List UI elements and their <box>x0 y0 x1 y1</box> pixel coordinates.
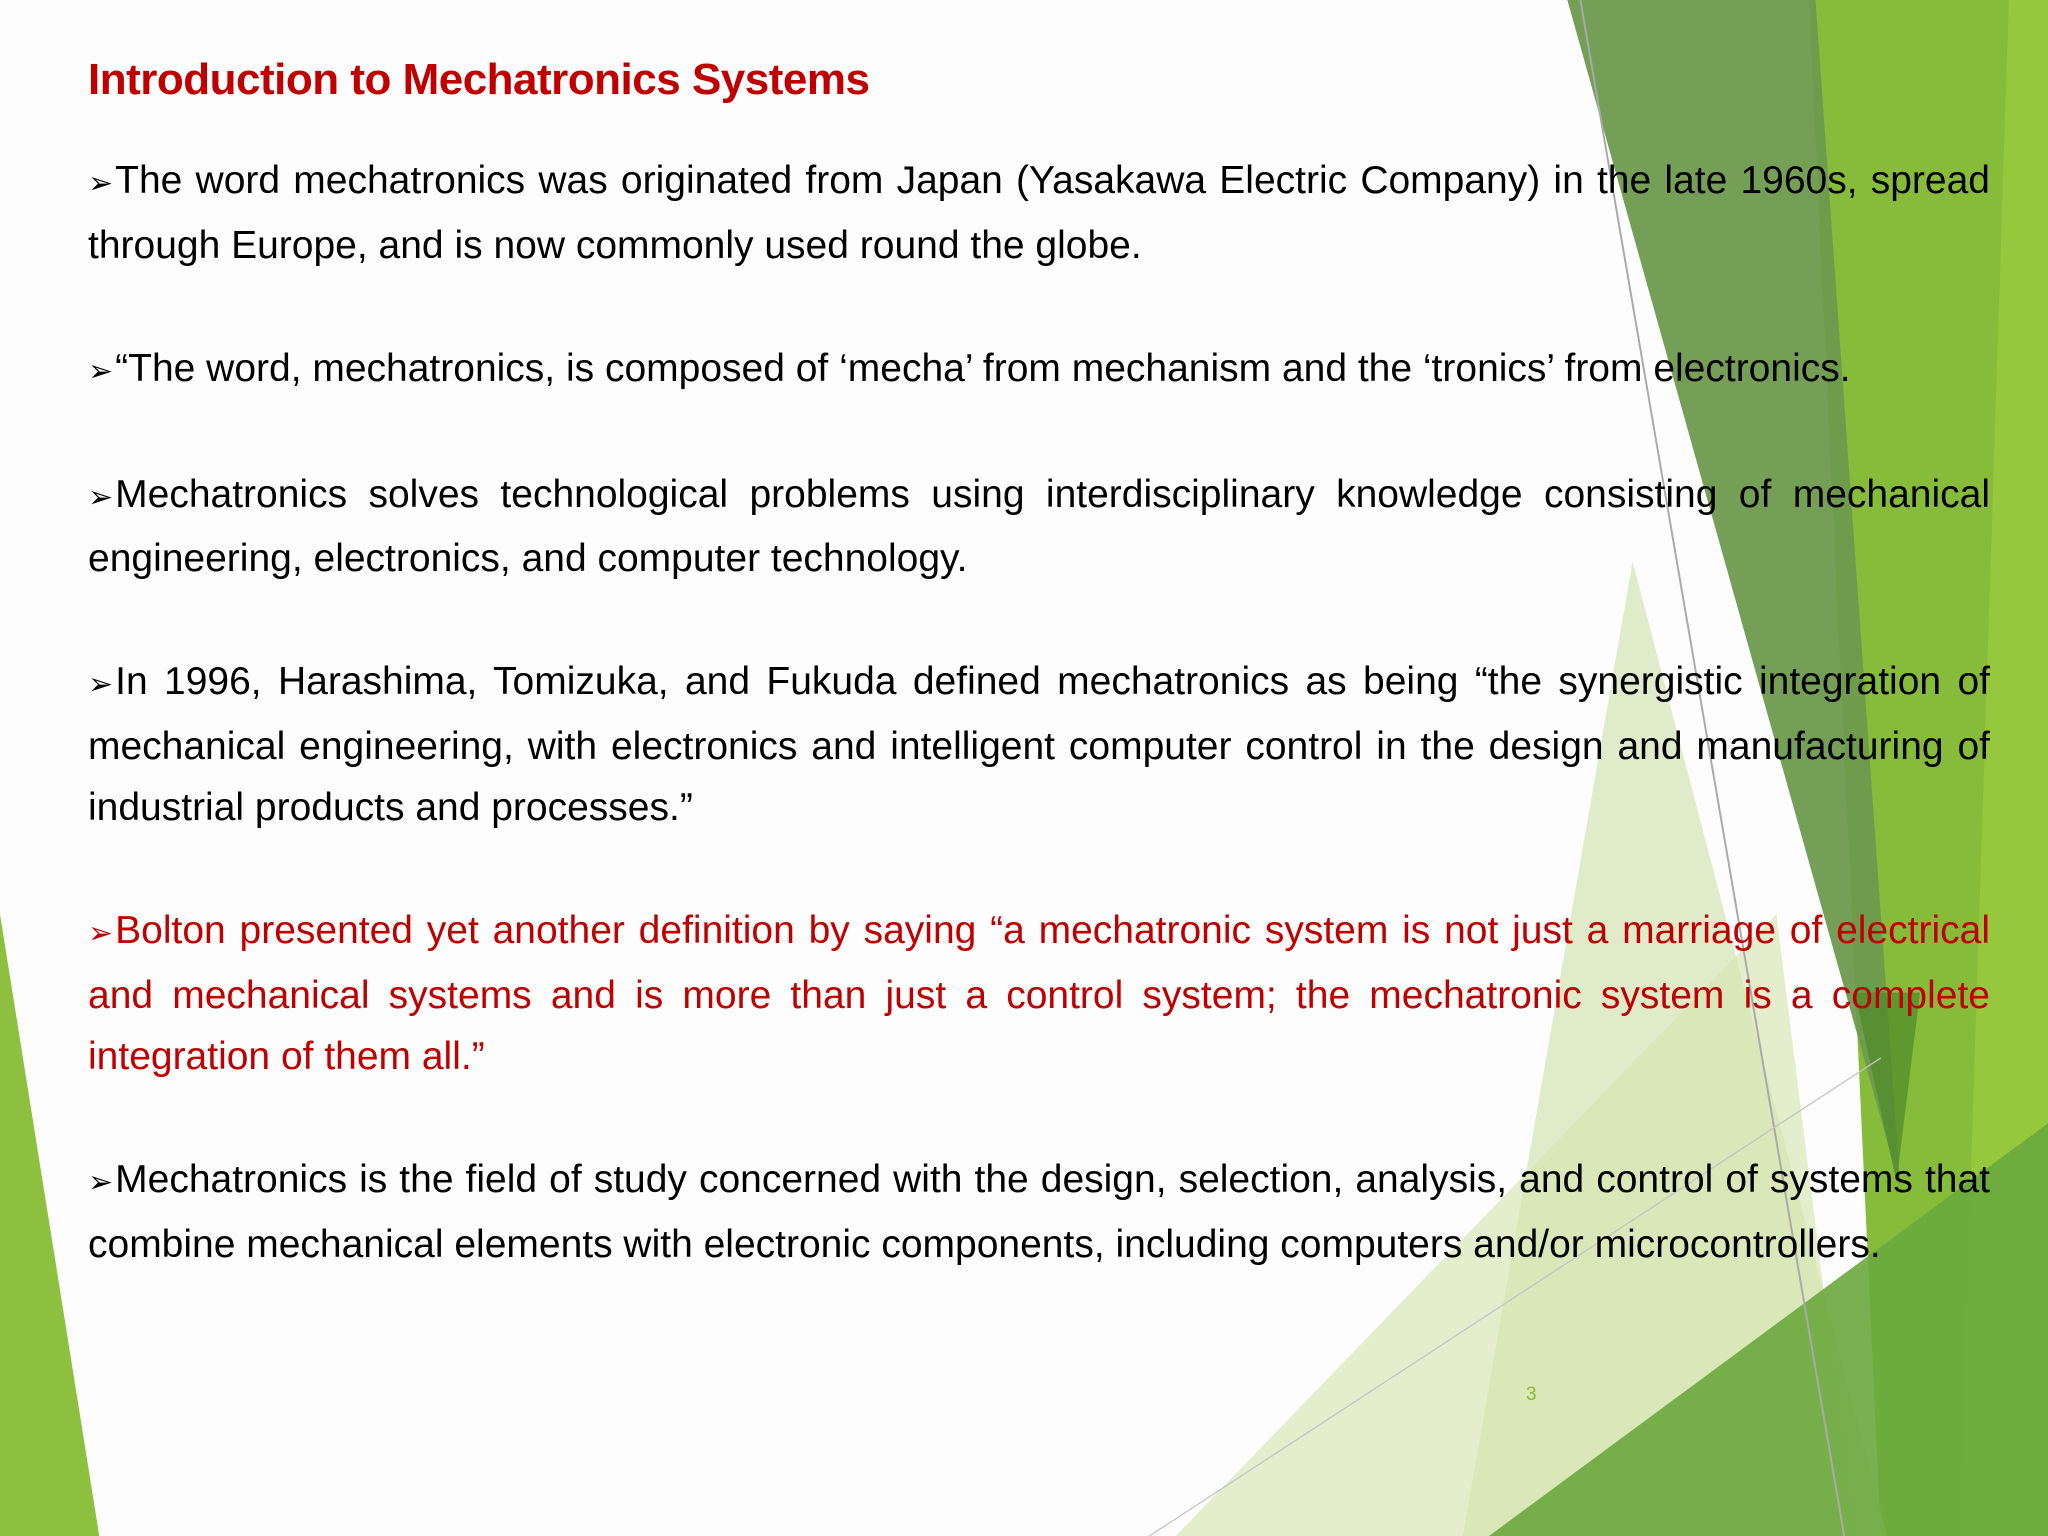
paragraph-text: Mechatronics solves technological problems using interdisciplinary knowledge consisting of mechanical engineering, electronics, and computer technology. <box>88 472 1990 580</box>
paragraph-text: Bolton presented yet another definition by saying “a mechatronic system is not just a marriage of electrical and mechanical systems and is more than just a control system; the mechatronic system is a complete integration of them all.” <box>88 909 1990 1078</box>
arrow-bullet-icon: ➢ <box>88 167 114 200</box>
bullet-paragraph-highlighted <box>88 900 1990 1088</box>
paragraph-text: In 1996, Harashima, Tomizuka, and Fukuda defined mechatronics as being “the synergistic integration of mechanical engineering, with electronics and intelligent computer control in the design and manufacturing of industrial products and processes.” <box>88 660 1990 829</box>
paragraph-text: “The word, mechatronics, is composed of ‘mecha’ from mechanism and the ‘tronics’ from electronics. <box>115 346 1851 390</box>
arrow-bullet-icon: ➢ <box>88 668 114 701</box>
bullet-paragraph <box>88 338 1990 403</box>
page-number: 3 <box>1526 1384 1537 1405</box>
arrow-bullet-icon: ➢ <box>88 1166 114 1199</box>
bullet-paragraph <box>88 464 1990 590</box>
bullet-paragraph <box>88 150 1990 276</box>
arrow-bullet-icon: ➢ <box>88 917 114 950</box>
paragraph-text: The word mechatronics was originated from Japan (Yasakawa Electric Company) in the late 1960s, spread through Europe, and is now commonly used round the globe. <box>88 159 1990 267</box>
arrow-bullet-icon: ➢ <box>88 480 114 514</box>
bullet-paragraph <box>88 651 1990 839</box>
left-green-triangle <box>0 914 99 1536</box>
slide-title: Introduction to Mechatronics Systems <box>88 55 870 104</box>
paragraph-text: Mechatronics is the field of study concerned with the design, selection, analysis, and control of systems that combine mechanical elements with electronic components, including computers and/or microcontrollers. <box>88 1158 1990 1266</box>
bullet-paragraph <box>88 1149 1990 1275</box>
arrow-bullet-icon: ➢ <box>88 354 114 388</box>
slide-body <box>88 150 1990 1337</box>
